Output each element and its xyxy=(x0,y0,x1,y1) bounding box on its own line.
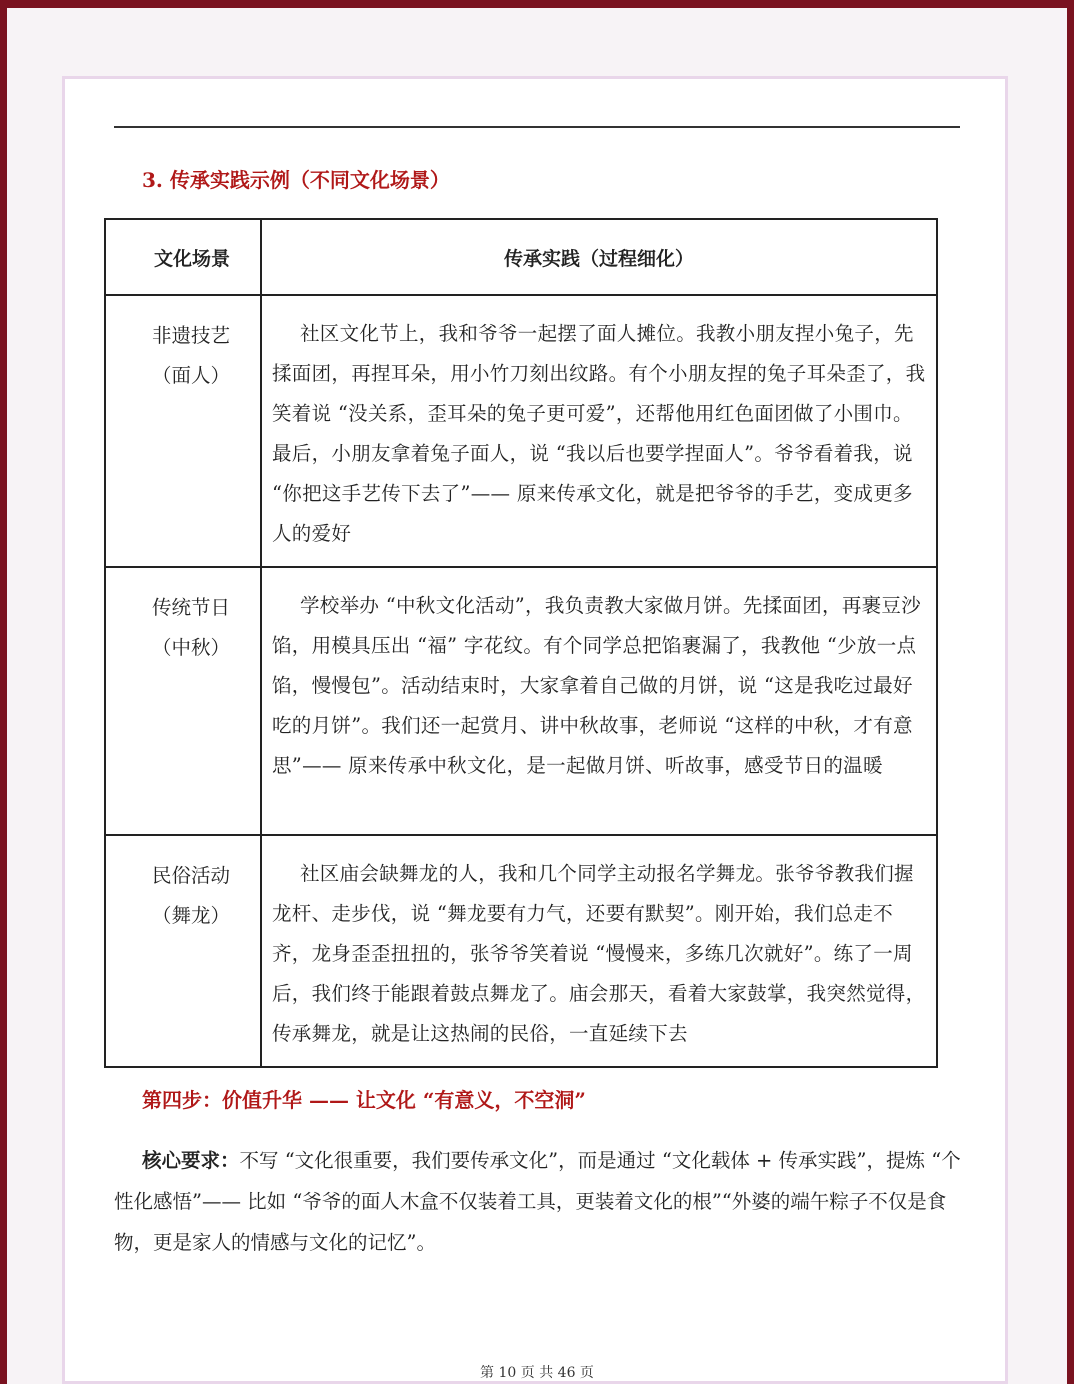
frame-top-border xyxy=(0,0,1074,8)
table-row xyxy=(105,835,937,1067)
core-text: 不写 “文化很重要，我们要传承文化”，而是通过 “文化载体 + 传承实践”，提炼 “个性化感悟”—— 比如 “爷爷的面人木盒不仅装着工具，更装着文化的根”“外婆的端午粽子不仅是食物，更是家人的情感与文化的记忆”。 xyxy=(114,1149,961,1254)
section-title: 3. 传承实践示例（不同文化场景） xyxy=(142,168,450,192)
header-rule xyxy=(114,126,960,128)
table-header-row xyxy=(105,219,937,295)
table-row xyxy=(105,295,937,567)
frame-right-border xyxy=(1067,0,1074,1384)
scene-sub: （面人） xyxy=(152,364,231,387)
scene-sub: （中秋） xyxy=(152,636,231,659)
practice-description: 社区文化节上，我和爷爷一起摆了面人摊位。我教小朋友捏小兔子，先揉面团，再捏耳朵，用小竹刀刻出纹路。有个小朋友捏的兔子耳朵歪了，我笑着说 “没关系，歪耳朵的兔子更可爱”，还帮他用红色面团做了小围巾。最后，小朋友拿着兔子面人，说 “我以后也要学捏面人”。爷爷看着我，说 “你把这手艺传下去了”—— 原来传承文化，就是把爷爷的手艺，变成更多人的爱好 xyxy=(261,295,937,567)
scene-name: 传统节日 xyxy=(152,596,231,619)
table-row xyxy=(105,567,937,835)
practice-description: 社区庙会缺舞龙的人，我和几个同学主动报名学舞龙。张爷爷教我们握龙杆、走步伐，说 “舞龙要有力气，还要有默契”。刚开始，我们总走不齐，龙身歪歪扭扭的，张爷爷笑着说 “慢慢来，多练几次就好”。练了一周后，我们终于能跟着鼓点舞龙了。庙会那天，看着大家鼓掌，我突然觉得，传承舞龙，就是让这热闹的民俗，一直延续下去 xyxy=(261,835,937,1067)
scene-sub: （舞龙） xyxy=(152,904,231,927)
scene-cell xyxy=(105,295,261,567)
header-scene: 文化场景 xyxy=(105,219,261,295)
step-title: 第四步：价值升华 —— 让文化 “有意义，不空洞” xyxy=(142,1088,586,1112)
scene-cell xyxy=(105,567,261,835)
frame-left-border xyxy=(0,0,7,1384)
header-practice: 传承实践（过程细化） xyxy=(261,219,937,295)
core-label: 核心要求： xyxy=(142,1149,240,1172)
core-requirement xyxy=(114,1140,964,1263)
scene-name: 民俗活动 xyxy=(152,864,231,887)
practice-table xyxy=(104,218,938,1068)
page-number: 第 10 页 共 46 页 xyxy=(480,1365,594,1381)
scene-name: 非遗技艺 xyxy=(152,324,231,347)
practice-description: 学校举办 “中秋文化活动”，我负责教大家做月饼。先揉面团，再裹豆沙馅，用模具压出 “福” 字花纹。有个同学总把馅裹漏了，我教他 “少放一点馅，慢慢包”。活动结束时，大家拿着自己做的月饼，说 “这是我吃过最好吃的月饼”。我们还一起赏月、讲中秋故事，老师说 “这样的中秋，才有意思”—— 原来传承中秋文化，是一起做月饼、听故事，感受节日的温暖 xyxy=(261,567,937,835)
scene-cell xyxy=(105,835,261,1067)
